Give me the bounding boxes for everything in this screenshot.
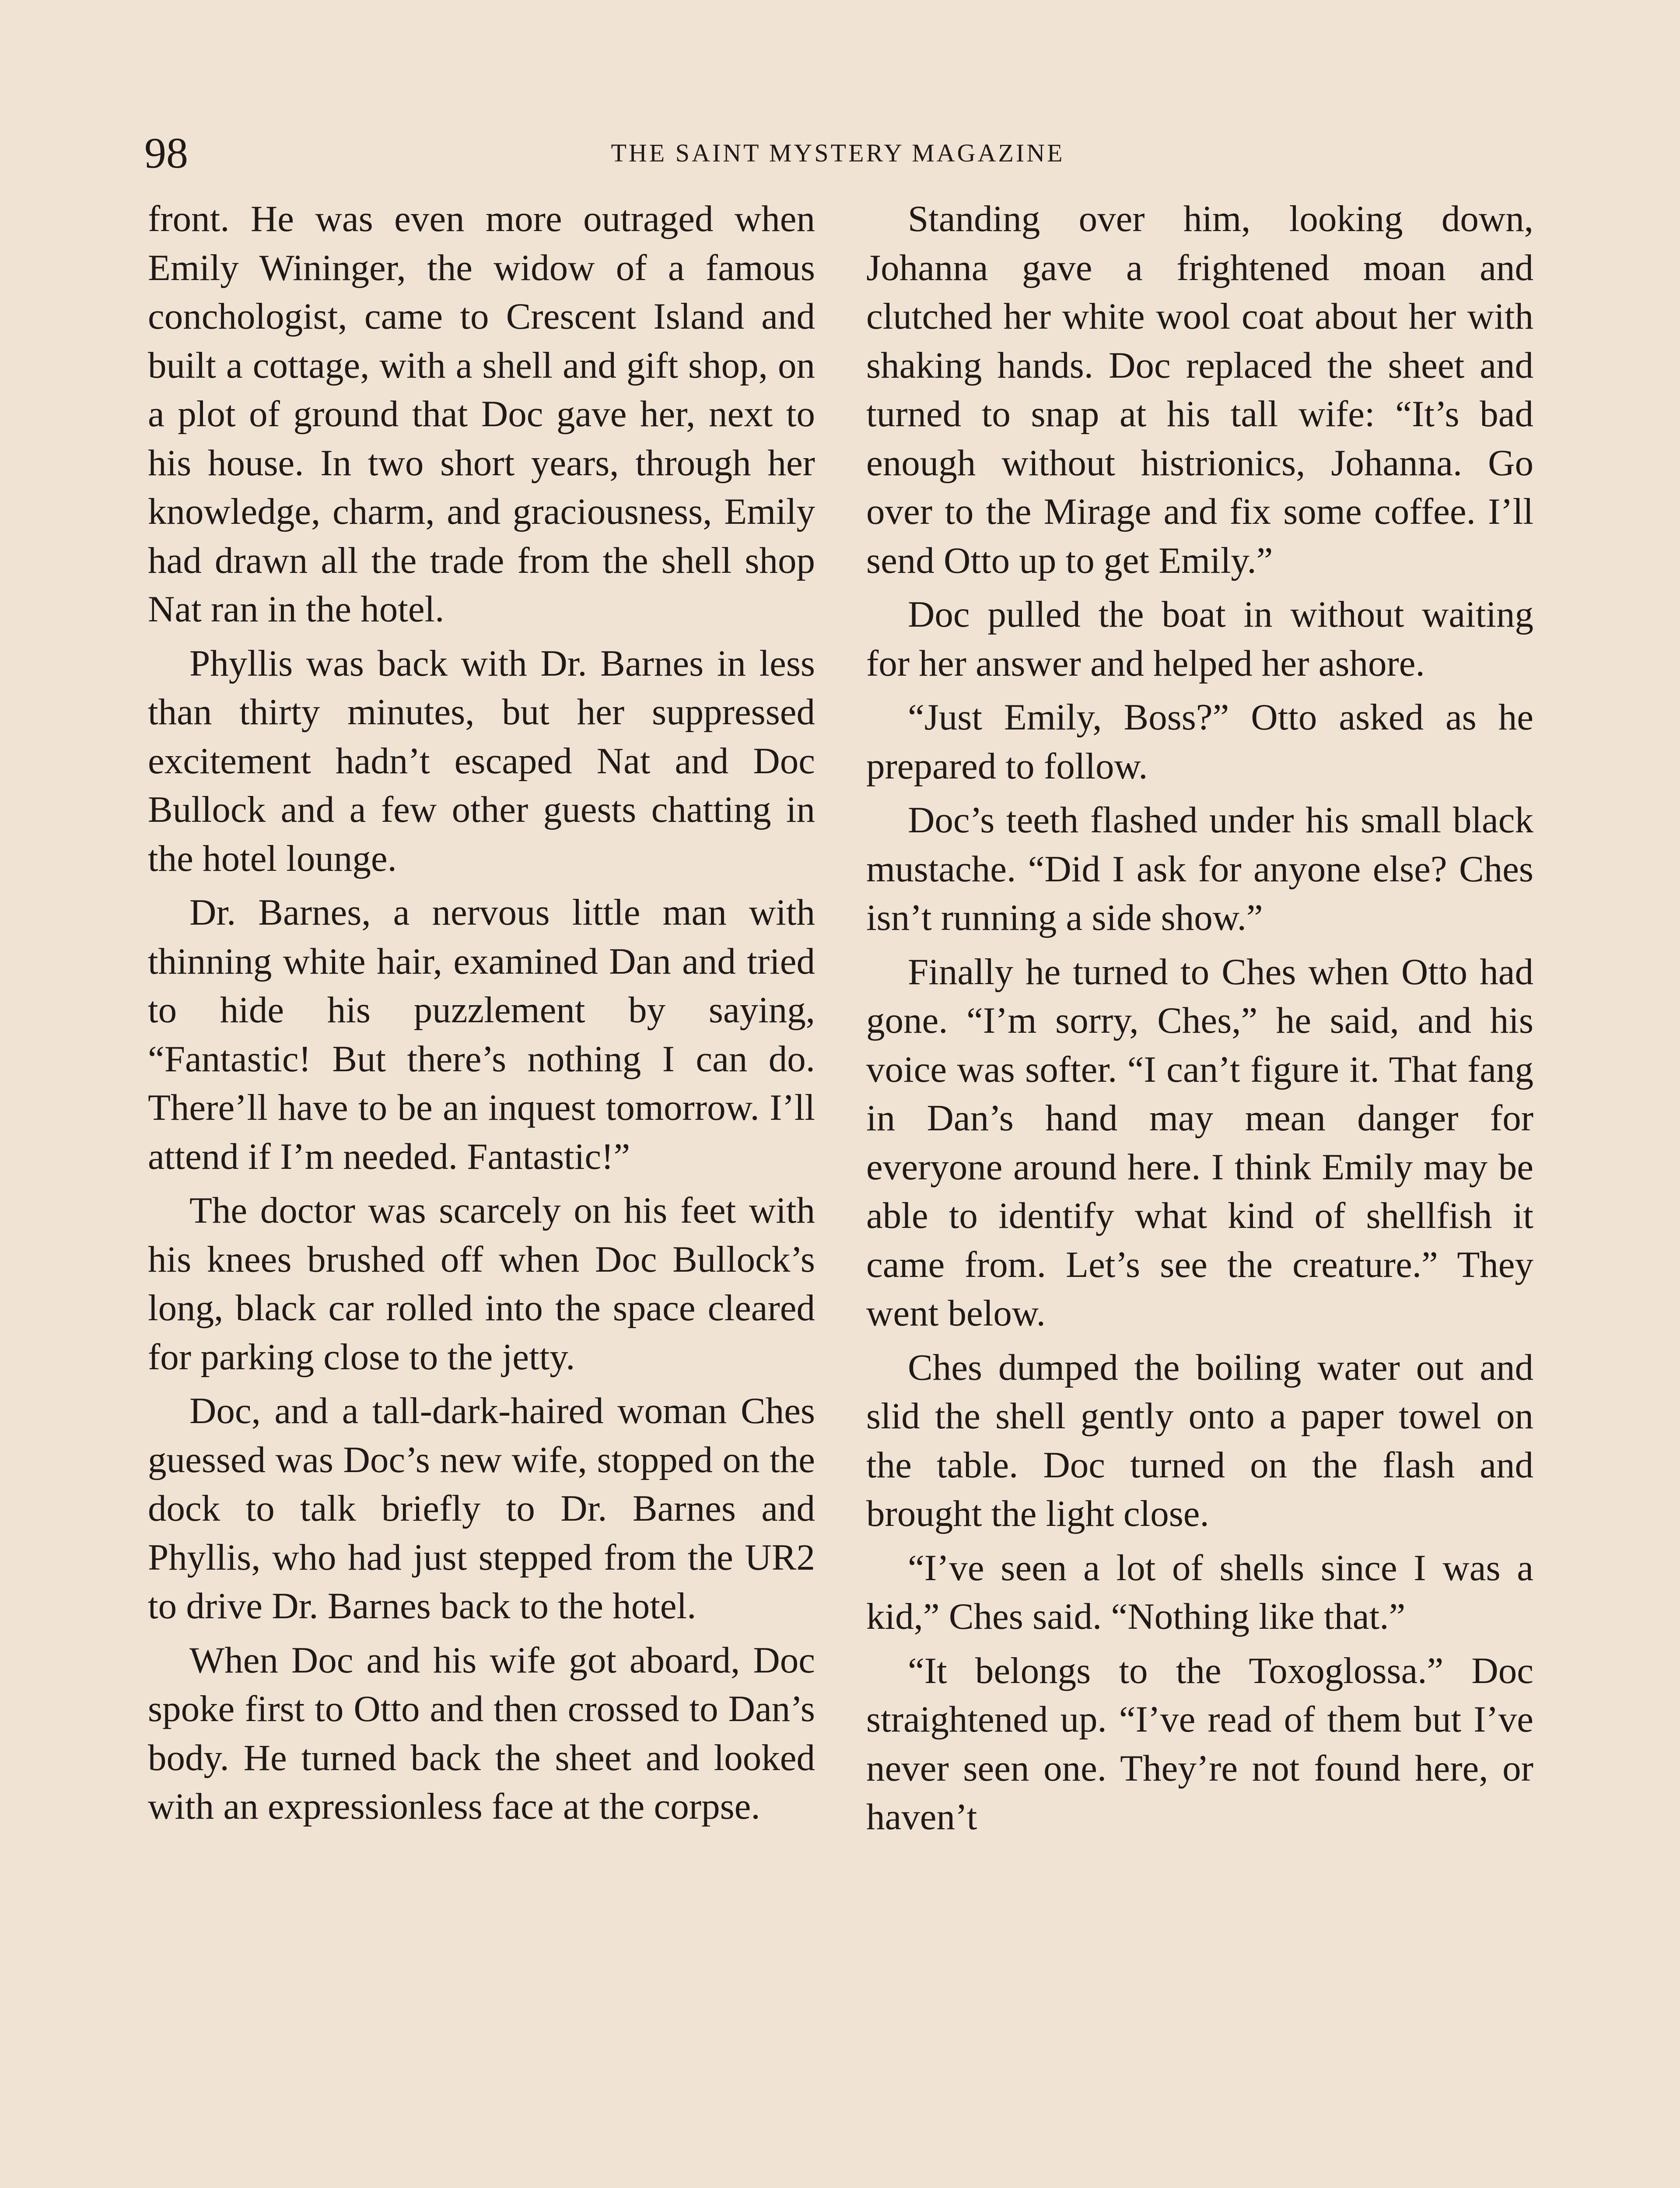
page-header [144,127,1531,179]
paragraph: “It belongs to the Toxoglossa.” Doc straightened up. “I’ve read of them but I’ve never seen one. They’re not found here, or haven’t [866,1650,1533,1837]
paragraph: When Doc and his wife got aboard, Doc spoke first to Otto and then crossed to Dan’s body. He turned back the sheet and looked with an expressionless face at the corpse. [148,1639,815,1827]
right-column [866,195,1533,1847]
page-number: 98 [144,129,188,177]
paragraph: Ches dumped the boiling water out and slid the shell gently onto a paper towel on the table. Doc turned on the flash and brought the light close. [866,1346,1533,1534]
paragraph: Dr. Barnes, a nervous little man with thinning white hair, examined Dan and tried to hide his puzzlement by saying, “Fantastic! But there’s nothing I can do. There’ll have to be an inquest tomorrow. I’ll attend if I’m needed. Fantastic!” [148,892,815,1177]
paragraph: “Just Emily, Boss?” Otto asked as he prepared to follow. [866,697,1533,787]
left-column [148,195,815,1837]
running-head: THE SAINT MYSTERY MAGAZINE [611,139,1065,167]
paragraph: “I’ve seen a lot of shells since I was a kid,” Ches said. “Nothing like that.” [866,1547,1533,1637]
paragraph: Standing over him, looking down, Johanna gave a frightened moan and clutched her white wool coat about her with shaking hands. Doc replaced the sheet and turned to snap at his tall wife: “It’s bad enough without histrionics, Johanna. Go over to the Mirage and fix some coffee. I’ll send Otto up to get Emily.” [866,198,1533,581]
paragraph: Finally he turned to Ches when Otto had gone. “I’m sorry, Ches,” he said, and his voice was softer. “I can’t figure it. That fang in Dan’s hand may mean danger for everyone around here. I think Emily may be able to identify what kind of shellfish it came from. Let’s see the creature.” They went below. [866,951,1533,1334]
paragraph: Phyllis was back with Dr. Barnes in less than thirty minutes, but her suppressed excitement hadn’t escaped Nat and Doc Bullock and a few other guests chatting in the hotel lounge. [148,642,815,879]
paragraph: front. He was even more outraged when Emily Wininger, the widow of a famous conchologist, came to Crescent Island and built a cottage, with a shell and gift shop, on a plot of ground that Doc gave her, next to his house. In two short years, through her knowledge, charm, and graciousness, Emily had drawn all the trade from the shell shop Nat ran in the hotel. [148,198,815,630]
paragraph: Doc, and a tall-dark-haired woman Ches guessed was Doc’s new wife, stopped on the dock to talk briefly to Dr. Barnes and Phyllis, who had just stepped from the UR2 to drive Dr. Barnes back to the hotel. [148,1390,815,1627]
paragraph: The doctor was scarcely on his feet with his knees brushed off when Doc Bullock’s long, black car rolled into the space cleared for parking close to the jetty. [148,1190,815,1378]
paragraph: Doc pulled the boat in without waiting for her answer and helped her ashore. [866,594,1533,684]
paragraph: Doc’s teeth flashed under his small black mustache. “Did I ask for anyone else? Ches isn’t running a side show.” [866,799,1533,938]
